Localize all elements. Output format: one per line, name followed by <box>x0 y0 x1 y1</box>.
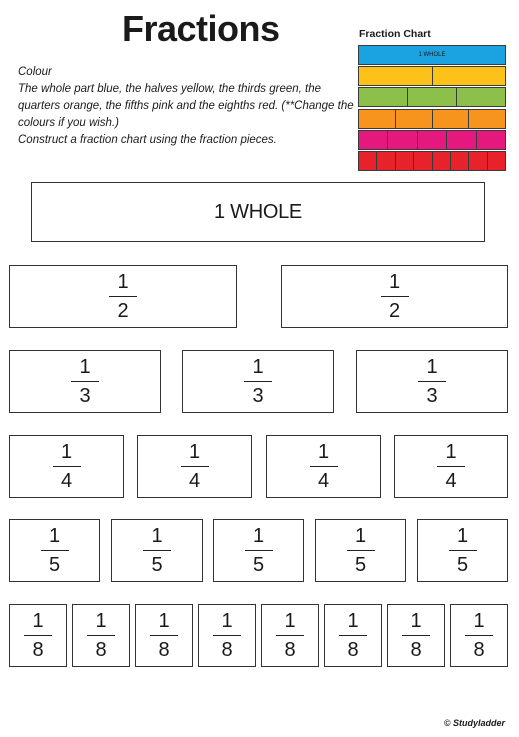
fraction-piece-thirds <box>9 350 161 413</box>
fraction-denominator: 8 <box>158 639 170 662</box>
fraction-piece-halves <box>9 265 237 328</box>
fraction-bar <box>143 550 171 552</box>
fraction-bar <box>245 550 273 552</box>
fraction-bar <box>449 550 477 552</box>
fraction-piece-eighths <box>324 604 382 667</box>
fraction-denominator: 4 <box>60 470 73 493</box>
fraction-chart-row <box>358 66 506 86</box>
fraction-denominator: 5 <box>252 554 265 577</box>
fraction-bar <box>310 466 338 468</box>
fraction-bar <box>244 381 272 383</box>
fraction-numerator: 1 <box>158 609 170 632</box>
fraction-piece-thirds <box>182 350 334 413</box>
fraction <box>310 440 338 494</box>
fraction-chart-cell <box>359 110 396 128</box>
fraction <box>213 609 241 663</box>
fraction-denominator: 2 <box>388 300 401 323</box>
fraction-bar <box>109 296 137 298</box>
fraction-bar <box>402 635 430 637</box>
fraction <box>276 609 304 663</box>
fraction-chart-cell <box>433 152 451 170</box>
fraction-numerator: 1 <box>151 524 163 547</box>
fraction-numerator: 1 <box>79 355 91 378</box>
fraction-numerator: 1 <box>252 355 264 378</box>
fraction-denominator: 5 <box>354 554 367 577</box>
fraction-chart-cell <box>447 131 476 149</box>
fraction-bar <box>213 635 241 637</box>
fraction-numerator: 1 <box>388 270 401 293</box>
fraction-denominator: 5 <box>48 554 61 577</box>
fraction <box>449 524 477 578</box>
fraction-chart-cell <box>414 152 432 170</box>
fraction-chart-cell <box>469 110 505 128</box>
fraction-denominator: 2 <box>117 300 129 323</box>
fraction-piece-fifths <box>9 519 100 582</box>
fraction-numerator: 1 <box>188 440 201 463</box>
fraction <box>381 270 409 324</box>
fraction-bar <box>24 635 52 637</box>
fraction-bar <box>381 296 409 298</box>
fraction <box>71 355 99 409</box>
fraction-denominator: 3 <box>426 385 438 408</box>
fraction-piece-quarters <box>9 435 124 498</box>
fraction-chart-cell <box>359 88 408 106</box>
fraction <box>465 609 493 663</box>
fraction-numerator: 1 <box>117 270 129 293</box>
whole-piece-label: 1 WHOLE <box>214 200 302 223</box>
fraction-chart-cell <box>388 131 417 149</box>
fraction-bar <box>41 550 69 552</box>
fraction-chart-cell <box>451 152 469 170</box>
fraction-denominator: 8 <box>473 639 485 662</box>
fraction <box>109 270 137 324</box>
fraction-chart-cell <box>359 67 433 85</box>
fraction-chart-cell <box>418 131 447 149</box>
instruction-colour: Colour <box>18 66 52 78</box>
whole-piece <box>31 182 485 242</box>
fraction <box>244 355 272 409</box>
fraction-chart-cell <box>396 152 414 170</box>
fraction-chart-cell <box>359 131 388 149</box>
fraction-chart-cell <box>457 88 505 106</box>
fraction-chart-cell <box>477 131 505 149</box>
fraction-denominator: 3 <box>252 385 264 408</box>
fraction <box>181 440 209 494</box>
fraction-bar <box>150 635 178 637</box>
fraction-numerator: 1 <box>60 440 73 463</box>
fraction-bar <box>87 635 115 637</box>
fraction-chart-cell <box>433 67 506 85</box>
fraction-numerator: 1 <box>284 609 296 632</box>
fraction-denominator: 3 <box>79 385 91 408</box>
fraction-bar <box>465 635 493 637</box>
fraction-chart-cell <box>408 88 457 106</box>
fraction-piece-halves <box>281 265 508 328</box>
fraction-numerator: 1 <box>95 609 107 632</box>
fraction-piece-quarters <box>394 435 508 498</box>
fraction-denominator: 8 <box>410 639 422 662</box>
fraction-numerator: 1 <box>426 355 438 378</box>
fraction-chart-title: Fraction Chart <box>359 28 431 40</box>
fraction-piece-quarters <box>137 435 252 498</box>
fraction-chart-cell: 1 WHOLE <box>359 46 505 64</box>
fraction-bar <box>276 635 304 637</box>
instruction-colour-detail: The whole part blue, the halves yellow, the thirds green, the quarters orange, the fifths pink and the eighths red. (**Change the colours if you wish.) <box>18 83 354 129</box>
fraction-numerator: 1 <box>317 440 330 463</box>
fraction <box>24 609 52 663</box>
fraction-bar <box>418 381 446 383</box>
fraction-chart <box>358 45 506 171</box>
fraction <box>41 524 69 578</box>
fraction-chart-row <box>358 109 506 129</box>
fraction-chart-cell <box>359 152 377 170</box>
fraction <box>245 524 273 578</box>
fraction-numerator: 1 <box>445 440 457 463</box>
fraction-piece-fifths <box>111 519 203 582</box>
fraction-chart-cell <box>488 152 505 170</box>
fraction-chart-cell <box>396 110 433 128</box>
fraction-bar <box>71 381 99 383</box>
page-title: Fractions <box>122 8 280 49</box>
fraction-bar <box>181 466 209 468</box>
instruction-construct: Construct a fraction chart using the fraction pieces. <box>18 134 277 146</box>
fraction-piece-quarters <box>266 435 381 498</box>
fraction-piece-eighths <box>387 604 445 667</box>
fraction-piece-eighths <box>72 604 130 667</box>
fraction-chart-cell <box>377 152 395 170</box>
fraction-numerator: 1 <box>456 524 469 547</box>
fraction-denominator: 8 <box>347 639 359 662</box>
fraction-piece-eighths <box>9 604 67 667</box>
fraction-chart-cell <box>433 110 470 128</box>
fraction-piece-eighths <box>135 604 193 667</box>
fraction-piece-fifths <box>315 519 406 582</box>
fraction-denominator: 4 <box>188 470 201 493</box>
fraction-numerator: 1 <box>347 609 359 632</box>
instructions <box>18 64 354 149</box>
fraction-numerator: 1 <box>473 609 485 632</box>
fraction-piece-eighths <box>198 604 256 667</box>
fraction <box>339 609 367 663</box>
fraction-chart-row <box>358 87 506 107</box>
fraction-numerator: 1 <box>221 609 233 632</box>
fraction-piece-fifths <box>417 519 508 582</box>
fraction-piece-eighths <box>261 604 319 667</box>
fraction-denominator: 8 <box>95 639 107 662</box>
fraction-numerator: 1 <box>354 524 367 547</box>
fraction-bar <box>347 550 375 552</box>
fraction-chart-row <box>358 130 506 150</box>
fraction-denominator: 5 <box>456 554 469 577</box>
copyright-footer: © Studyladder <box>443 718 505 728</box>
fraction <box>87 609 115 663</box>
fraction-numerator: 1 <box>32 609 44 632</box>
fraction-denominator: 8 <box>32 639 44 662</box>
fraction <box>347 524 375 578</box>
fraction-bar <box>53 466 81 468</box>
fraction-numerator: 1 <box>252 524 265 547</box>
fraction-bar <box>437 466 465 468</box>
fraction-denominator: 4 <box>445 470 457 493</box>
fraction <box>150 609 178 663</box>
fraction-numerator: 1 <box>410 609 422 632</box>
fraction-denominator: 8 <box>284 639 296 662</box>
fraction-denominator: 5 <box>151 554 163 577</box>
fraction-denominator: 4 <box>317 470 330 493</box>
fraction-denominator: 8 <box>221 639 233 662</box>
fraction-piece-eighths <box>450 604 508 667</box>
fraction-piece-fifths <box>213 519 304 582</box>
fraction-chart-cell <box>469 152 487 170</box>
fraction-numerator: 1 <box>48 524 61 547</box>
fraction <box>143 524 171 578</box>
fraction <box>418 355 446 409</box>
fraction-bar <box>339 635 367 637</box>
fraction-chart-row <box>358 45 506 65</box>
fraction <box>437 440 465 494</box>
fraction-chart-row <box>358 151 506 171</box>
fraction <box>402 609 430 663</box>
fraction <box>53 440 81 494</box>
fraction-piece-thirds <box>356 350 508 413</box>
